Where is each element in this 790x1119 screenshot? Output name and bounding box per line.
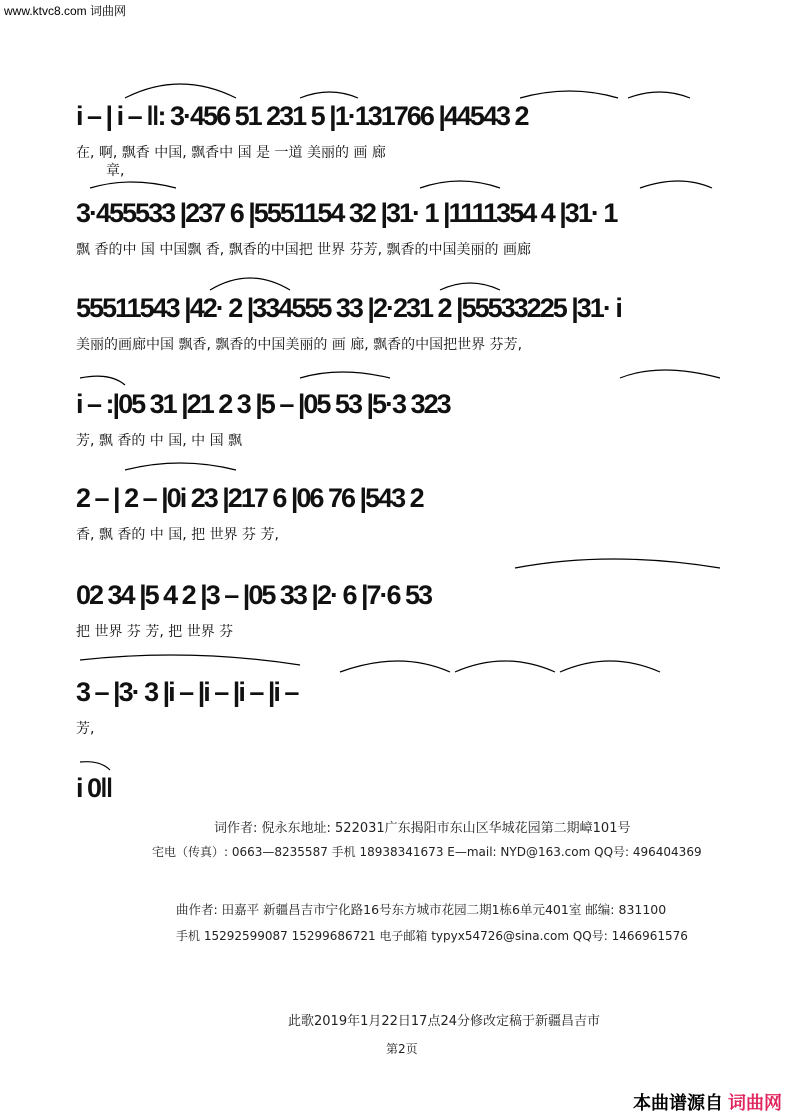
lyrics-line-2: 章, (106, 163, 125, 179)
slur (80, 655, 300, 665)
slur (560, 661, 660, 672)
score-system-1 (76, 96, 726, 186)
slur (125, 463, 236, 470)
lyricist-contact: 宅电（传真）: 0663—8235587 手机 18938341673 E—mail: NYD@163.com QQ号: 496404369 (152, 845, 702, 859)
lyrics-line: 在, 啊, 飘香 中国, 飘香中 国 是 一道 美丽的 画 廊 (76, 145, 386, 161)
slur (455, 661, 555, 672)
lyrics-line: 把 世界 芬 芳, 把 世界 芬 (76, 624, 234, 640)
slur (340, 661, 450, 672)
composer-contact: 手机 15292599087 15299686721 电子邮箱 typyx54726@sina.com QQ号: 1466961576 (176, 929, 688, 943)
slur (515, 559, 720, 568)
notation-line: i – | i – ‖: 3·456 51 231 5 |1·131766 |44543 2 (76, 101, 528, 131)
notation-line: 55511543 |42· 2 |334555 33 |2·231 2 |55533225 |31· i (76, 293, 621, 323)
site-header[interactable] (4, 2, 126, 19)
source-site-link[interactable]: 词曲网 (728, 1093, 782, 1113)
score-system-4 (76, 384, 726, 454)
page-number: 第2页 (386, 1042, 418, 1056)
composer-info: 曲作者: 田嘉平 新疆昌吉市宁化路16号东方城市花园二期1栋6单元401室 邮编: 831100 (176, 902, 667, 917)
score-system-2 (76, 193, 726, 263)
score-system-6 (76, 575, 726, 645)
lyrics-line: 飘 香的中 国 中国飘 香, 飘香的中国把 世界 芬芳, 飘香的中国美丽的 画廊 (76, 242, 531, 258)
lyricist-info: 词作者: 倪永东地址: 522031广东揭阳市东山区华城花园第二期嶂101号 (214, 821, 631, 836)
score-system-5 (76, 478, 726, 548)
notation-line: 3·455533 |237 6 |5551154 32 |31· 1 |1111354 4 |31· 1 (76, 198, 617, 228)
lyrics-line: 芳, 飘 香的 中 国, 中 国 飘 (76, 433, 243, 449)
notation-line: 3 – |3· 3 |i – |i – |i – |i – (76, 677, 298, 707)
notation-line: i 0‖ (76, 773, 112, 803)
score-system-8 (76, 768, 726, 812)
lyrics-line: 香, 飘 香的 中 国, 把 世界 芬 芳, (76, 527, 279, 543)
lyrics-line: 美丽的画廊中国 飘香, 飘香的中国美丽的 画 廊, 飘香的中国把世界 芬芳, (76, 337, 523, 353)
revision-note: 此歌2019年1月22日17点24分修改定稿于新疆昌吉市 (288, 1014, 600, 1029)
header-url[interactable]: www.ktvc8.com (4, 4, 87, 18)
notation-line: 2 – | 2 – |0i 23 |217 6 |06 76 |543 2 (76, 483, 423, 513)
slur (620, 370, 720, 378)
header-site[interactable]: 词曲网 (90, 4, 127, 18)
notation-line: i – :|05 31 |21 2 3 |5 – |05 53 |5·3 323 (76, 389, 450, 419)
source-footer[interactable] (633, 1089, 782, 1115)
score-system-7 (76, 672, 726, 742)
score-system-3 (76, 288, 726, 358)
notation-line: 02 34 |5 4 2 |3 – |05 33 |2· 6 |7·6 53 (76, 580, 432, 610)
slur (300, 372, 390, 378)
lyrics-line: 芳, (76, 721, 95, 737)
source-label: 本曲谱源自 (632, 1093, 723, 1113)
